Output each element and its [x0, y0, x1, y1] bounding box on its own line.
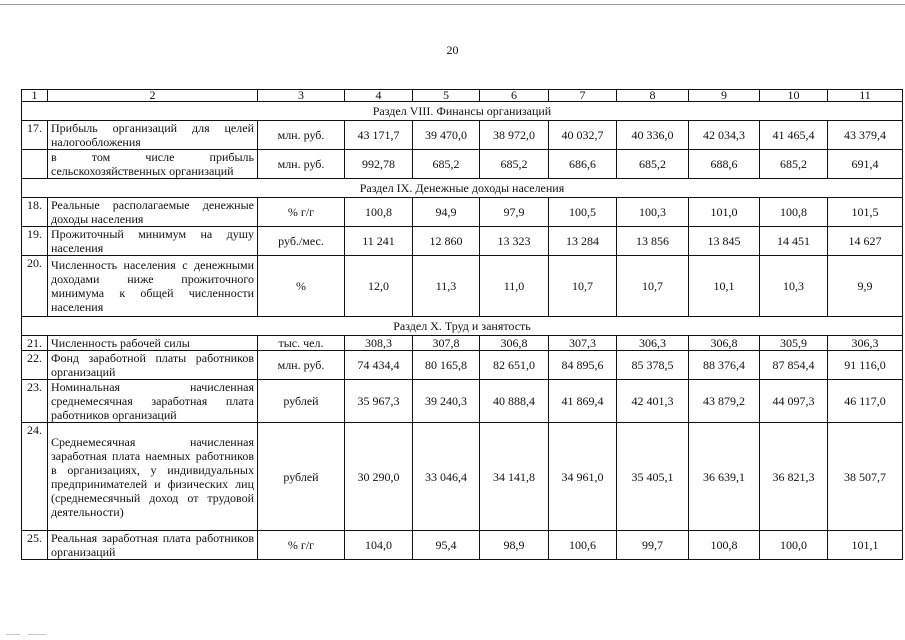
- value-cell: 38 507,7: [828, 423, 903, 531]
- indicator-name: в том числе прибыль сельскохозяйственных организаций: [48, 150, 258, 179]
- value-cell: 40 888,4: [480, 380, 549, 423]
- row-number: 18.: [22, 198, 48, 227]
- value-cell: 685,2: [617, 150, 689, 179]
- value-cell: 38 972,0: [480, 121, 549, 150]
- value-cell: 42 401,3: [617, 380, 689, 423]
- indicator-name: Численность рабочей силы: [48, 336, 258, 351]
- value-cell: 307,8: [413, 336, 480, 351]
- table-row: [22, 121, 903, 150]
- indicators-table: [21, 89, 903, 560]
- value-cell: 100,5: [549, 198, 617, 227]
- value-cell: 97,9: [480, 198, 549, 227]
- value-cell: 85 378,5: [617, 351, 689, 380]
- value-cell: 14 451: [760, 227, 828, 256]
- indicator-name: Реальная заработная плата работников организаций: [48, 531, 258, 560]
- unit: млн. руб.: [258, 121, 345, 150]
- value-cell: 35 967,3: [345, 380, 413, 423]
- value-cell: 685,2: [760, 150, 828, 179]
- column-number: 5: [413, 90, 480, 102]
- value-cell: 10,7: [549, 256, 617, 317]
- unit: % г/г: [258, 198, 345, 227]
- value-cell: 36 639,1: [689, 423, 760, 531]
- section-title: Раздел VIII. Финансы организаций: [22, 102, 903, 121]
- value-cell: 44 097,3: [760, 380, 828, 423]
- unit: рублей: [258, 380, 345, 423]
- value-cell: 308,3: [345, 336, 413, 351]
- value-cell: 34 141,8: [480, 423, 549, 531]
- value-cell: 306,8: [689, 336, 760, 351]
- column-number: 9: [689, 90, 760, 102]
- value-cell: 101,5: [828, 198, 903, 227]
- value-cell: 87 854,4: [760, 351, 828, 380]
- table-row: [22, 150, 903, 179]
- value-cell: 40 032,7: [549, 121, 617, 150]
- row-number: 17.: [22, 121, 48, 150]
- header-row: [22, 90, 903, 102]
- unit: рублей: [258, 423, 345, 531]
- column-number: 10: [760, 90, 828, 102]
- value-cell: 41 869,4: [549, 380, 617, 423]
- row-number: [22, 150, 48, 179]
- value-cell: 691,4: [828, 150, 903, 179]
- table-row: [22, 336, 903, 351]
- value-cell: 100,8: [760, 198, 828, 227]
- value-cell: 11,3: [413, 256, 480, 317]
- indicator-name: Фонд заработной платы работников организаций: [48, 351, 258, 380]
- value-cell: 9,9: [828, 256, 903, 317]
- value-cell: 10,7: [617, 256, 689, 317]
- column-number: 8: [617, 90, 689, 102]
- row-number: 25.: [22, 531, 48, 560]
- value-cell: 39 470,0: [413, 121, 480, 150]
- section-title: Раздел IX. Денежные доходы населения: [22, 179, 903, 198]
- value-cell: 36 821,3: [760, 423, 828, 531]
- value-cell: 42 034,3: [689, 121, 760, 150]
- value-cell: 80 165,8: [413, 351, 480, 380]
- value-cell: 82 651,0: [480, 351, 549, 380]
- value-cell: 94,9: [413, 198, 480, 227]
- value-cell: 39 240,3: [413, 380, 480, 423]
- row-number: 20.: [22, 256, 48, 317]
- value-cell: 12,0: [345, 256, 413, 317]
- value-cell: 13 284: [549, 227, 617, 256]
- row-number: 24.: [22, 423, 48, 531]
- value-cell: 88 376,4: [689, 351, 760, 380]
- value-cell: 35 405,1: [617, 423, 689, 531]
- column-number: 2: [48, 90, 258, 102]
- unit: %: [258, 256, 345, 317]
- unit: % г/г: [258, 531, 345, 560]
- section-row: [22, 179, 903, 198]
- scan-bottom-marks: [0, 634, 905, 636]
- column-number: 3: [258, 90, 345, 102]
- value-cell: 12 860: [413, 227, 480, 256]
- table-row: [22, 531, 903, 560]
- value-cell: 91 116,0: [828, 351, 903, 380]
- value-cell: 100,8: [689, 531, 760, 560]
- value-cell: 99,7: [617, 531, 689, 560]
- value-cell: 84 895,6: [549, 351, 617, 380]
- value-cell: 13 845: [689, 227, 760, 256]
- indicator-name: Среднемесячная начисленная заработная плата наемных работников в организациях, у индивидуальных предпринимателей и физических лиц (среднемесячный доход от трудовой деятельности): [48, 423, 258, 531]
- value-cell: 10,3: [760, 256, 828, 317]
- value-cell: 100,0: [760, 531, 828, 560]
- column-number: 7: [549, 90, 617, 102]
- column-number: 1: [22, 90, 48, 102]
- indicator-name: Реальные располагаемые денежные доходы населения: [48, 198, 258, 227]
- value-cell: 43 879,2: [689, 380, 760, 423]
- table-row: [22, 423, 903, 531]
- value-cell: 10,1: [689, 256, 760, 317]
- value-cell: 13 856: [617, 227, 689, 256]
- scan-top-edge: [0, 4, 905, 5]
- unit: руб./мес.: [258, 227, 345, 256]
- value-cell: 101,1: [828, 531, 903, 560]
- indicator-name: Прожиточный минимум на душу населения: [48, 227, 258, 256]
- indicator-name: Численность населения с денежными доходами ниже прожиточного минимума к общей численности населения: [48, 256, 258, 317]
- value-cell: 306,3: [617, 336, 689, 351]
- value-cell: 100,8: [345, 198, 413, 227]
- column-number: 6: [480, 90, 549, 102]
- section-row: [22, 317, 903, 336]
- unit: млн. руб.: [258, 351, 345, 380]
- indicator-name: Номинальная начисленная среднемесячная заработная плата работников организаций: [48, 380, 258, 423]
- table-row: [22, 256, 903, 317]
- value-cell: 74 434,4: [345, 351, 413, 380]
- unit: тыс. чел.: [258, 336, 345, 351]
- section-title: Раздел X. Труд и занятость: [22, 317, 903, 336]
- value-cell: 992,78: [345, 150, 413, 179]
- value-cell: 685,2: [413, 150, 480, 179]
- value-cell: 98,9: [480, 531, 549, 560]
- indicator-name: Прибыль организаций для целей налогообложения: [48, 121, 258, 150]
- value-cell: 11,0: [480, 256, 549, 317]
- value-cell: 685,2: [480, 150, 549, 179]
- value-cell: 33 046,4: [413, 423, 480, 531]
- value-cell: 13 323: [480, 227, 549, 256]
- table-row: [22, 227, 903, 256]
- value-cell: 46 117,0: [828, 380, 903, 423]
- section-row: [22, 102, 903, 121]
- value-cell: 95,4: [413, 531, 480, 560]
- table-row: [22, 380, 903, 423]
- row-number: 19.: [22, 227, 48, 256]
- value-cell: 305,9: [760, 336, 828, 351]
- value-cell: 306,8: [480, 336, 549, 351]
- value-cell: 306,3: [828, 336, 903, 351]
- table-row: [22, 351, 903, 380]
- table-row: [22, 198, 903, 227]
- value-cell: 686,6: [549, 150, 617, 179]
- value-cell: 307,3: [549, 336, 617, 351]
- value-cell: 100,3: [617, 198, 689, 227]
- row-number: 23.: [22, 380, 48, 423]
- column-number: 4: [345, 90, 413, 102]
- value-cell: 34 961,0: [549, 423, 617, 531]
- value-cell: 100,6: [549, 531, 617, 560]
- unit: млн. руб.: [258, 150, 345, 179]
- value-cell: 688,6: [689, 150, 760, 179]
- value-cell: 43 171,7: [345, 121, 413, 150]
- value-cell: 43 379,4: [828, 121, 903, 150]
- value-cell: 30 290,0: [345, 423, 413, 531]
- value-cell: 101,0: [689, 198, 760, 227]
- value-cell: 41 465,4: [760, 121, 828, 150]
- value-cell: 40 336,0: [617, 121, 689, 150]
- value-cell: 104,0: [345, 531, 413, 560]
- row-number: 22.: [22, 351, 48, 380]
- column-number: 11: [828, 90, 903, 102]
- row-number: 21.: [22, 336, 48, 351]
- value-cell: 14 627: [828, 227, 903, 256]
- value-cell: 11 241: [345, 227, 413, 256]
- page-number: 20: [446, 43, 459, 57]
